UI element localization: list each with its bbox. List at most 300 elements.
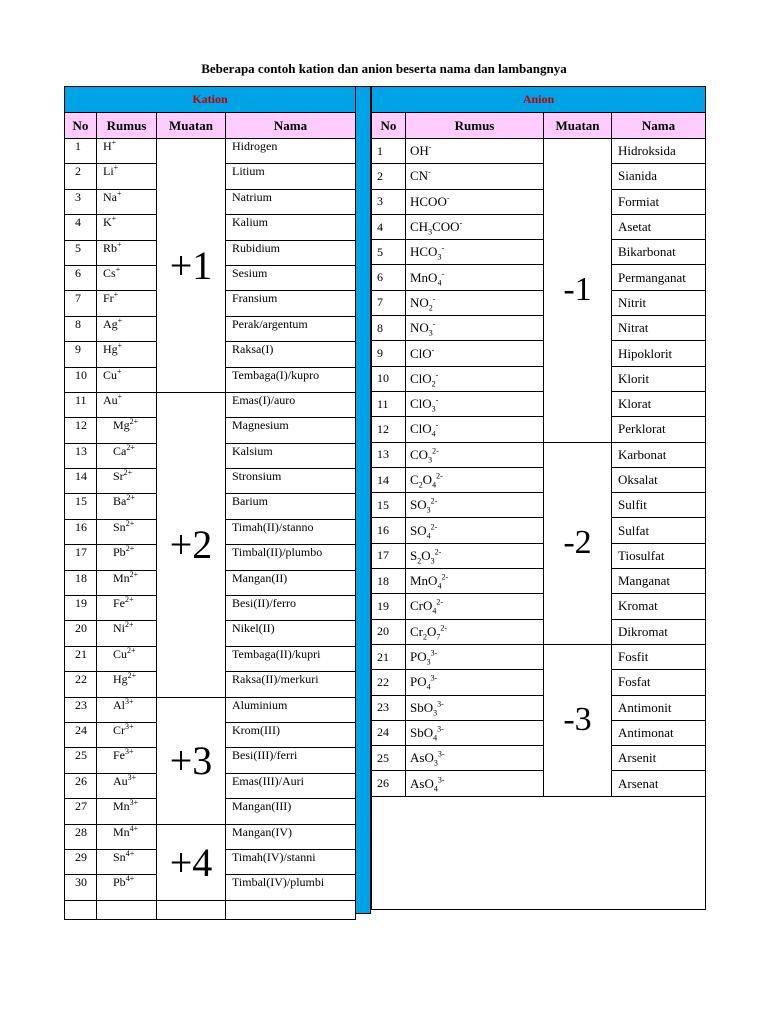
anion-name: Fosfat <box>612 670 706 695</box>
table-row <box>372 341 706 366</box>
cation-formula: Rb+ <box>97 240 157 265</box>
table-row <box>372 771 706 796</box>
cation-name: Krom(III) <box>226 722 356 747</box>
charge-superscript: 3+ <box>125 722 134 731</box>
subscript: 4 <box>432 480 437 490</box>
row-number: 18 <box>65 570 97 595</box>
cation-name: Emas(I)/auro <box>226 392 356 417</box>
anion-name: Sulfat <box>612 518 706 543</box>
cation-name: Emas(III)/Auri <box>226 773 356 798</box>
subscript: 3 <box>428 455 433 465</box>
anion-formula: OH- <box>406 139 544 164</box>
subscript: 3 <box>428 227 433 237</box>
cation-name: Litium <box>226 164 356 189</box>
charge-superscript: - <box>428 142 432 152</box>
column-header: Muatan <box>157 113 226 139</box>
charge-superscript: 2- <box>434 547 442 557</box>
anion-name: Karbonat <box>612 442 706 467</box>
row-number: 16 <box>65 519 97 544</box>
subscript: 3 <box>430 556 435 566</box>
table-row <box>372 569 706 594</box>
row-number: 4 <box>65 215 97 240</box>
row-number: 13 <box>65 443 97 468</box>
cation-name: Mangan(IV) <box>226 824 356 849</box>
subscript: 4 <box>426 682 431 692</box>
subscript: 4 <box>437 278 442 288</box>
table-row <box>372 670 706 695</box>
cation-name: Timah(II)/stanno <box>226 519 356 544</box>
cation-formula: $Fe^{3+}$ <box>97 748 157 773</box>
anion-name: Antimonit <box>612 695 706 720</box>
empty-cell <box>65 900 97 919</box>
row-number: 1 <box>65 139 97 164</box>
subscript: 4 <box>431 430 436 439</box>
anion-name: Klorat <box>612 391 706 416</box>
row-number: 5 <box>372 240 406 265</box>
table-row <box>372 391 706 416</box>
charge-superscript: - <box>435 421 439 431</box>
cation-formula: $Sn^{4+}$ <box>97 849 157 874</box>
row-number: 21 <box>372 644 406 669</box>
row-number: 3 <box>65 189 97 214</box>
charge-superscript: 2- <box>441 572 449 582</box>
row-number: 18 <box>372 569 406 594</box>
anion-formula: $NO_3^-$ <box>406 316 544 341</box>
cation-formula: $Mg^{2+}$ <box>97 418 157 443</box>
charge-superscript: 2+ <box>125 595 134 605</box>
cation-formula: Fr+ <box>97 291 157 316</box>
table-row <box>372 720 706 745</box>
charge-superscript: - <box>435 370 439 380</box>
subscript: 4 <box>432 607 437 617</box>
row-number: 11 <box>65 392 97 417</box>
charge-superscript: 2+ <box>125 620 134 630</box>
anion-formula: $SO_3^{2-}$ <box>406 493 544 518</box>
cation-formula: $Al^{3+}$ <box>97 697 157 722</box>
anion-formula: MnO$_4$- <box>406 265 544 290</box>
kation-table <box>64 86 356 920</box>
charge-superscript: + <box>117 316 123 325</box>
table-row <box>372 644 706 669</box>
anion-name: Permanganat <box>612 265 706 290</box>
anion-formula: ClO$_2$- <box>406 366 544 391</box>
table-row <box>372 366 706 391</box>
anion-name: Manganat <box>612 569 706 594</box>
anion-name: Antimonat <box>612 720 706 745</box>
row-number: 8 <box>65 316 97 341</box>
charge-superscript: 3- <box>437 699 444 709</box>
row-number: 10 <box>65 367 97 392</box>
table-row <box>372 189 706 214</box>
anion-formula: AsO$_4^{3-}$ <box>406 771 544 796</box>
cation-name: Sesium <box>226 265 356 290</box>
table-row-empty <box>372 796 706 909</box>
subscript: 4 <box>437 581 442 591</box>
row-number: 24 <box>372 720 406 745</box>
cation-name: Magnesium <box>226 418 356 443</box>
cation-formula: $Mn^{4+}$ <box>97 824 157 849</box>
charge-superscript: 2- <box>430 496 438 506</box>
cation-name: Kalsium <box>226 443 356 468</box>
table-row <box>372 518 706 543</box>
row-number: 17 <box>65 545 97 570</box>
cation-formula: Hg+ <box>97 342 157 367</box>
anion-formula: $PO_3^{3-}$ <box>406 644 544 669</box>
cation-formula: H+ <box>97 139 157 164</box>
charge-superscript: 3- <box>437 724 444 734</box>
cation-formula: Cu+ <box>97 367 157 392</box>
charge-superscript: 2- <box>432 446 439 456</box>
anion-formula: MnO$_4^{2-}$ <box>406 569 544 594</box>
cation-name: Stronsium <box>226 469 356 494</box>
cation-name: Fransium <box>226 291 356 316</box>
row-number: 26 <box>372 771 406 796</box>
cation-formula: Na+ <box>97 189 157 214</box>
cation-name: Hidrogen <box>226 139 356 164</box>
charge-superscript: - <box>446 193 450 203</box>
row-number: 19 <box>65 596 97 621</box>
table-row <box>372 139 706 164</box>
anion-formula: $CO_3^{2-}$ <box>406 442 544 467</box>
charge-superscript: + <box>117 189 122 198</box>
charge-superscript: + <box>111 214 117 224</box>
charge-superscript: 3- <box>430 674 438 684</box>
anion-name: Arsenat <box>612 771 706 796</box>
anion-name: Nitrat <box>612 316 706 341</box>
cation-formula: $Sn^{2+}$ <box>97 519 157 544</box>
subscript: 2 <box>431 379 436 389</box>
cation-name: Aluminium <box>226 697 356 722</box>
kation-title-row <box>65 87 356 113</box>
row-number: 20 <box>65 621 97 646</box>
anion-name: Klorit <box>612 366 706 391</box>
charge-superscript: 4+ <box>125 849 135 858</box>
row-number: 5 <box>65 240 97 265</box>
cation-formula: $Ni^{2+}$ <box>97 621 157 646</box>
anion-name: Bikarbonat <box>612 240 706 265</box>
row-number: 2 <box>372 164 406 189</box>
table-row <box>372 467 706 492</box>
empty-cell <box>97 900 157 919</box>
table-row <box>372 695 706 720</box>
row-number: 25 <box>65 748 97 773</box>
row-number: 12 <box>372 417 406 442</box>
cation-formula: $Ca^{2+}$ <box>97 443 157 468</box>
kation-header: Kation <box>65 87 356 113</box>
row-number: 26 <box>65 773 97 798</box>
column-header: Nama <box>226 113 356 139</box>
cation-formula: $Pb^{4+}$ <box>97 875 157 900</box>
anion-formula: $Cr_2O_7^{2-}$ <box>406 619 544 644</box>
row-number: 7 <box>65 291 97 316</box>
subscript: 3 <box>437 252 442 262</box>
row-number: 29 <box>65 849 97 874</box>
cation-formula: $Au^{3+}$ <box>97 773 157 798</box>
row-number: 7 <box>372 290 406 315</box>
charge-superscript: - <box>428 168 431 178</box>
charge-superscript: + <box>117 367 122 376</box>
table-separator <box>355 86 371 914</box>
anion-formula: ClO$_4$- <box>406 417 544 442</box>
anion-table <box>371 86 706 910</box>
cation-formula: $Sr^{2+}$ <box>97 469 157 494</box>
cation-name: Timbal(II)/plumbo <box>226 545 356 570</box>
cation-formula: Li+ <box>97 164 157 189</box>
anion-formula: $NO_2^-$ <box>406 290 544 315</box>
charge-superscript: 2+ <box>127 671 137 681</box>
table-row <box>372 746 706 771</box>
anion-formula: $PO_4^{3-}$ <box>406 670 544 695</box>
charge-superscript: 4+ <box>125 874 135 884</box>
subscript: 2 <box>423 632 427 642</box>
row-number: 28 <box>65 824 97 849</box>
row-number: 6 <box>372 265 406 290</box>
row-number: 15 <box>372 493 406 518</box>
cation-formula: $Ba^{2+}$ <box>97 494 157 519</box>
row-number: 8 <box>372 316 406 341</box>
table-row <box>372 619 706 644</box>
table-row <box>65 697 356 722</box>
cation-formula: Cs+ <box>97 265 157 290</box>
row-number: 22 <box>65 672 97 697</box>
anion-column-header-row <box>372 113 706 139</box>
charge-superscript: + <box>117 341 123 351</box>
charge-superscript: + <box>115 265 121 274</box>
table-row <box>372 265 706 290</box>
anion-name: Sianida <box>612 164 706 189</box>
charge-cell: -2 <box>544 442 612 644</box>
column-header: Rumus <box>406 113 544 139</box>
empty-cell <box>226 900 356 919</box>
row-number: 14 <box>372 467 406 492</box>
cation-name: Besi(III)/ferri <box>226 748 356 773</box>
charge-superscript: 3+ <box>129 798 139 808</box>
row-number: 13 <box>372 442 406 467</box>
charge-superscript: 3+ <box>125 697 134 706</box>
anion-formula: HCOO- <box>406 189 544 214</box>
cation-name: Perak/argentum <box>226 316 356 341</box>
anion-name: Nitrit <box>612 290 706 315</box>
row-number: 30 <box>65 875 97 900</box>
subscript: 4 <box>426 531 431 541</box>
cation-formula: Ag+ <box>97 316 157 341</box>
anion-title-row <box>372 87 706 113</box>
column-header: No <box>65 113 97 139</box>
charge-superscript: - <box>432 319 436 329</box>
anion-formula: CrO$_4^{2-}$ <box>406 594 544 619</box>
table-row <box>372 316 706 341</box>
row-number: 6 <box>65 265 97 290</box>
row-number: 1 <box>372 139 406 164</box>
cation-name: Mangan(III) <box>226 799 356 824</box>
charge-cell: +1 <box>157 139 226 393</box>
cation-name: Barium <box>226 494 356 519</box>
charge-cell: -1 <box>544 139 612 443</box>
charge-superscript: - <box>432 294 436 304</box>
charge-superscript: 2+ <box>125 519 135 528</box>
row-number: 20 <box>372 619 406 644</box>
charge-superscript: 3+ <box>127 773 137 782</box>
table-row <box>372 594 706 619</box>
anion-name: Perklorat <box>612 417 706 442</box>
cation-name: Nikel(II) <box>226 621 356 646</box>
row-number: 4 <box>372 214 406 239</box>
cation-formula: K+ <box>97 215 157 240</box>
row-number: 10 <box>372 366 406 391</box>
charge-superscript: 2+ <box>129 570 139 579</box>
cation-name: Mangan(II) <box>226 570 356 595</box>
subscript: 4 <box>433 733 438 743</box>
subscript: 7 <box>436 632 441 642</box>
anion-name: Fosfit <box>612 644 706 669</box>
charge-superscript: 2- <box>440 623 448 633</box>
charge-superscript: 3- <box>430 648 438 658</box>
charge-superscript: - <box>435 395 439 405</box>
charge-superscript: 2- <box>436 471 443 481</box>
charge-superscript: 2+ <box>129 417 139 427</box>
charge-superscript: 3- <box>437 749 445 759</box>
charge-superscript: 2+ <box>126 493 135 503</box>
anion-name: Hidroksida <box>612 139 706 164</box>
subscript: 3 <box>433 708 438 718</box>
anion-name: Tiosulfat <box>612 543 706 568</box>
charge-cell: +2 <box>157 392 226 697</box>
charge-superscript: 3+ <box>125 747 134 757</box>
cation-formula: $Hg^{2+}$ <box>97 672 157 697</box>
column-header: Rumus <box>97 113 157 139</box>
charge-superscript: 2+ <box>127 646 136 655</box>
table-row <box>372 214 706 239</box>
cation-formula: $Cr^{3+}$ <box>97 722 157 747</box>
charge-superscript: 2+ <box>125 544 135 554</box>
subscript: 3 <box>426 505 431 515</box>
anion-formula: AsO$_3^{3-}$ <box>406 746 544 771</box>
subscript: 3 <box>426 657 431 667</box>
row-number: 24 <box>65 722 97 747</box>
row-number: 22 <box>372 670 406 695</box>
anion-formula: $SO_4^{2-}$ <box>406 518 544 543</box>
subscript: 3 <box>431 404 436 414</box>
row-number: 16 <box>372 518 406 543</box>
anion-name: Arsenit <box>612 746 706 771</box>
column-header: Muatan <box>544 113 612 139</box>
row-number: 9 <box>65 342 97 367</box>
table-row <box>372 164 706 189</box>
anion-name: Asetat <box>612 214 706 239</box>
anion-formula: SbO$_4^{3-}$ <box>406 720 544 745</box>
charge-superscript: + <box>113 163 119 173</box>
anion-formula: CN- <box>406 164 544 189</box>
subscript: 2 <box>428 303 433 313</box>
cation-name: Tembaga(I)/kupro <box>226 367 356 392</box>
charge-superscript: - <box>441 244 445 253</box>
table-row <box>65 139 356 164</box>
anion-name: Oksalat <box>612 467 706 492</box>
table-row <box>372 442 706 467</box>
anion-name: Formiat <box>612 189 706 214</box>
anion-header: Anion <box>372 87 706 113</box>
charge-cell: +4 <box>157 824 226 900</box>
anion-name: Hipoklorit <box>612 341 706 366</box>
row-number: 21 <box>65 646 97 671</box>
row-number: 23 <box>372 695 406 720</box>
charge-superscript: 4+ <box>129 824 139 833</box>
kation-column-header-row <box>65 113 356 139</box>
row-number: 25 <box>372 746 406 771</box>
cation-name: Raksa(I) <box>226 342 356 367</box>
cation-formula: $Fe^{2+}$ <box>97 596 157 621</box>
cation-formula: Au+ <box>97 392 157 417</box>
empty-cell <box>372 796 706 909</box>
anion-formula: ClO$_3$- <box>406 391 544 416</box>
charge-cell: -3 <box>544 644 612 796</box>
cation-name: Timah(IV)/stanni <box>226 849 356 874</box>
cation-name: Rubidium <box>226 240 356 265</box>
cation-name: Timbal(IV)/plumbi <box>226 875 356 900</box>
subscript: 2 <box>418 480 423 490</box>
charge-superscript: + <box>111 138 117 147</box>
anion-formula: ClO- <box>406 341 544 366</box>
charge-superscript: 2+ <box>126 443 135 452</box>
table-row <box>65 392 356 417</box>
charge-cell: +3 <box>157 697 226 824</box>
row-number: 17 <box>372 543 406 568</box>
table-row <box>372 240 706 265</box>
subscript: 3 <box>428 328 433 338</box>
row-number: 9 <box>372 341 406 366</box>
charge-superscript: - <box>441 269 445 279</box>
row-number: 27 <box>65 799 97 824</box>
row-number: 11 <box>372 391 406 416</box>
anion-formula: $S_2O_3^{2-}$ <box>406 543 544 568</box>
anion-formula: $HCO_3^-$ <box>406 240 544 265</box>
charge-superscript: + <box>117 240 122 249</box>
row-number: 14 <box>65 469 97 494</box>
subscript: 2 <box>417 556 422 566</box>
row-number: 19 <box>372 594 406 619</box>
subscript: 4 <box>433 784 438 794</box>
table-row <box>65 824 356 849</box>
cation-formula: $Cu^{2+}$ <box>97 646 157 671</box>
page-title: Beberapa contoh kation dan anion beserta nama dan lambangnya <box>201 61 567 76</box>
table-row <box>372 493 706 518</box>
charge-superscript: 3- <box>437 775 445 785</box>
charge-superscript: + <box>113 290 119 300</box>
anion-formula: $C_2O_4^{2-}$ <box>406 467 544 492</box>
cation-formula: $Pb^{2+}$ <box>97 545 157 570</box>
table-row <box>372 290 706 315</box>
row-number: 23 <box>65 697 97 722</box>
charge-superscript: - <box>431 345 435 355</box>
anion-name: Dikromat <box>612 619 706 644</box>
empty-cell <box>157 900 226 919</box>
row-number: 3 <box>372 189 406 214</box>
table-row <box>372 417 706 442</box>
cation-name: Natrium <box>226 189 356 214</box>
anion-name: Kromat <box>612 594 706 619</box>
column-header: No <box>372 113 406 139</box>
cation-name: Kalium <box>226 215 356 240</box>
charge-superscript: - <box>459 218 463 228</box>
anion-formula: SbO$_3^{3-}$ <box>406 695 544 720</box>
row-number: 2 <box>65 164 97 189</box>
charge-superscript: 2+ <box>123 468 133 478</box>
charge-superscript: 2- <box>436 598 444 608</box>
subscript: 3 <box>433 758 438 768</box>
table-row-empty <box>65 900 356 919</box>
row-number: 12 <box>65 418 97 443</box>
cation-formula: $Mn^{2+}$ <box>97 570 157 595</box>
